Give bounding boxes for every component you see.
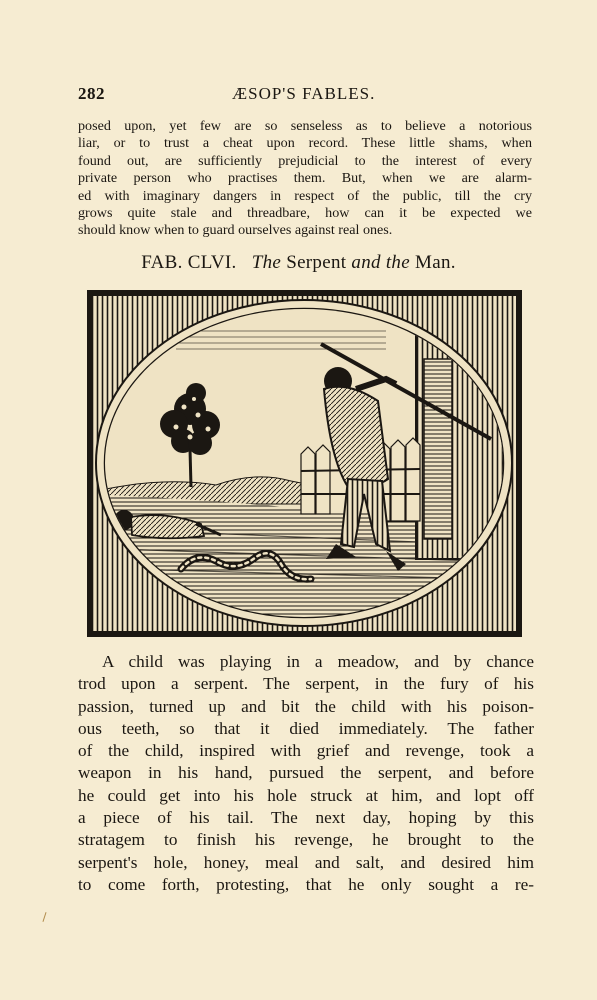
text-line: A child was playing in a meadow, and by chance bbox=[102, 652, 534, 671]
book-title: ÆSOP'S FABLES. bbox=[232, 84, 376, 103]
text-line: of the child, inspired with grief and revenge, took a bbox=[78, 741, 534, 761]
text-line: posed upon, yet few are so senseless as to believe a notorious bbox=[78, 118, 532, 134]
fable-title-word: and the bbox=[351, 252, 410, 273]
fable-number: FAB. CLVI. bbox=[141, 252, 237, 273]
running-head bbox=[78, 84, 534, 106]
text-line: ous teeth, so that it died immediately. The father bbox=[78, 718, 534, 738]
fable-title-word: Man. bbox=[415, 252, 456, 273]
text-line: grows quite stale and threadbare, how can it be expected we bbox=[78, 204, 532, 221]
text-line: passion, turned up and bit the child with his poison- bbox=[78, 696, 534, 716]
page-number: 282 bbox=[78, 84, 105, 103]
text-line: to come forth, protesting, that he only sought a re- bbox=[78, 874, 534, 894]
fable-title-word: The bbox=[251, 252, 282, 273]
text-line: weapon in his hand, pursued the serpent, and before bbox=[78, 763, 534, 783]
text-line: liar, or to trust a cheat upon record. These little shams, when bbox=[78, 135, 532, 152]
fable-heading bbox=[0, 252, 597, 274]
fable-text bbox=[78, 651, 534, 896]
text-line: should know when to guard ourselves against real ones. bbox=[78, 222, 393, 239]
text-line: trod upon a serpent. The serpent, in the fury of his bbox=[78, 674, 534, 694]
text-line: found out, are sufficiently prejudicial to the interest of every bbox=[78, 152, 532, 169]
woodcut-illustration bbox=[86, 289, 523, 638]
fable-title-word: Serpent bbox=[286, 252, 347, 273]
text-line: a piece of his tail. The next day, hoping by this bbox=[78, 808, 534, 828]
preceding-paragraph bbox=[78, 118, 532, 240]
text-line: stratagem to finish his revenge, he brought to the bbox=[78, 830, 534, 850]
margin-mark bbox=[42, 912, 46, 922]
text-line: he could get into his hole struck at him, and lopt off bbox=[78, 785, 534, 805]
text-line: private person who practises them. But, when we are alarm- bbox=[78, 170, 532, 187]
text-line: ed with imaginary dangers in respect of the public, till the cry bbox=[78, 187, 532, 204]
text-line: serpent's hole, honey, meal and salt, and desired him bbox=[78, 852, 534, 872]
